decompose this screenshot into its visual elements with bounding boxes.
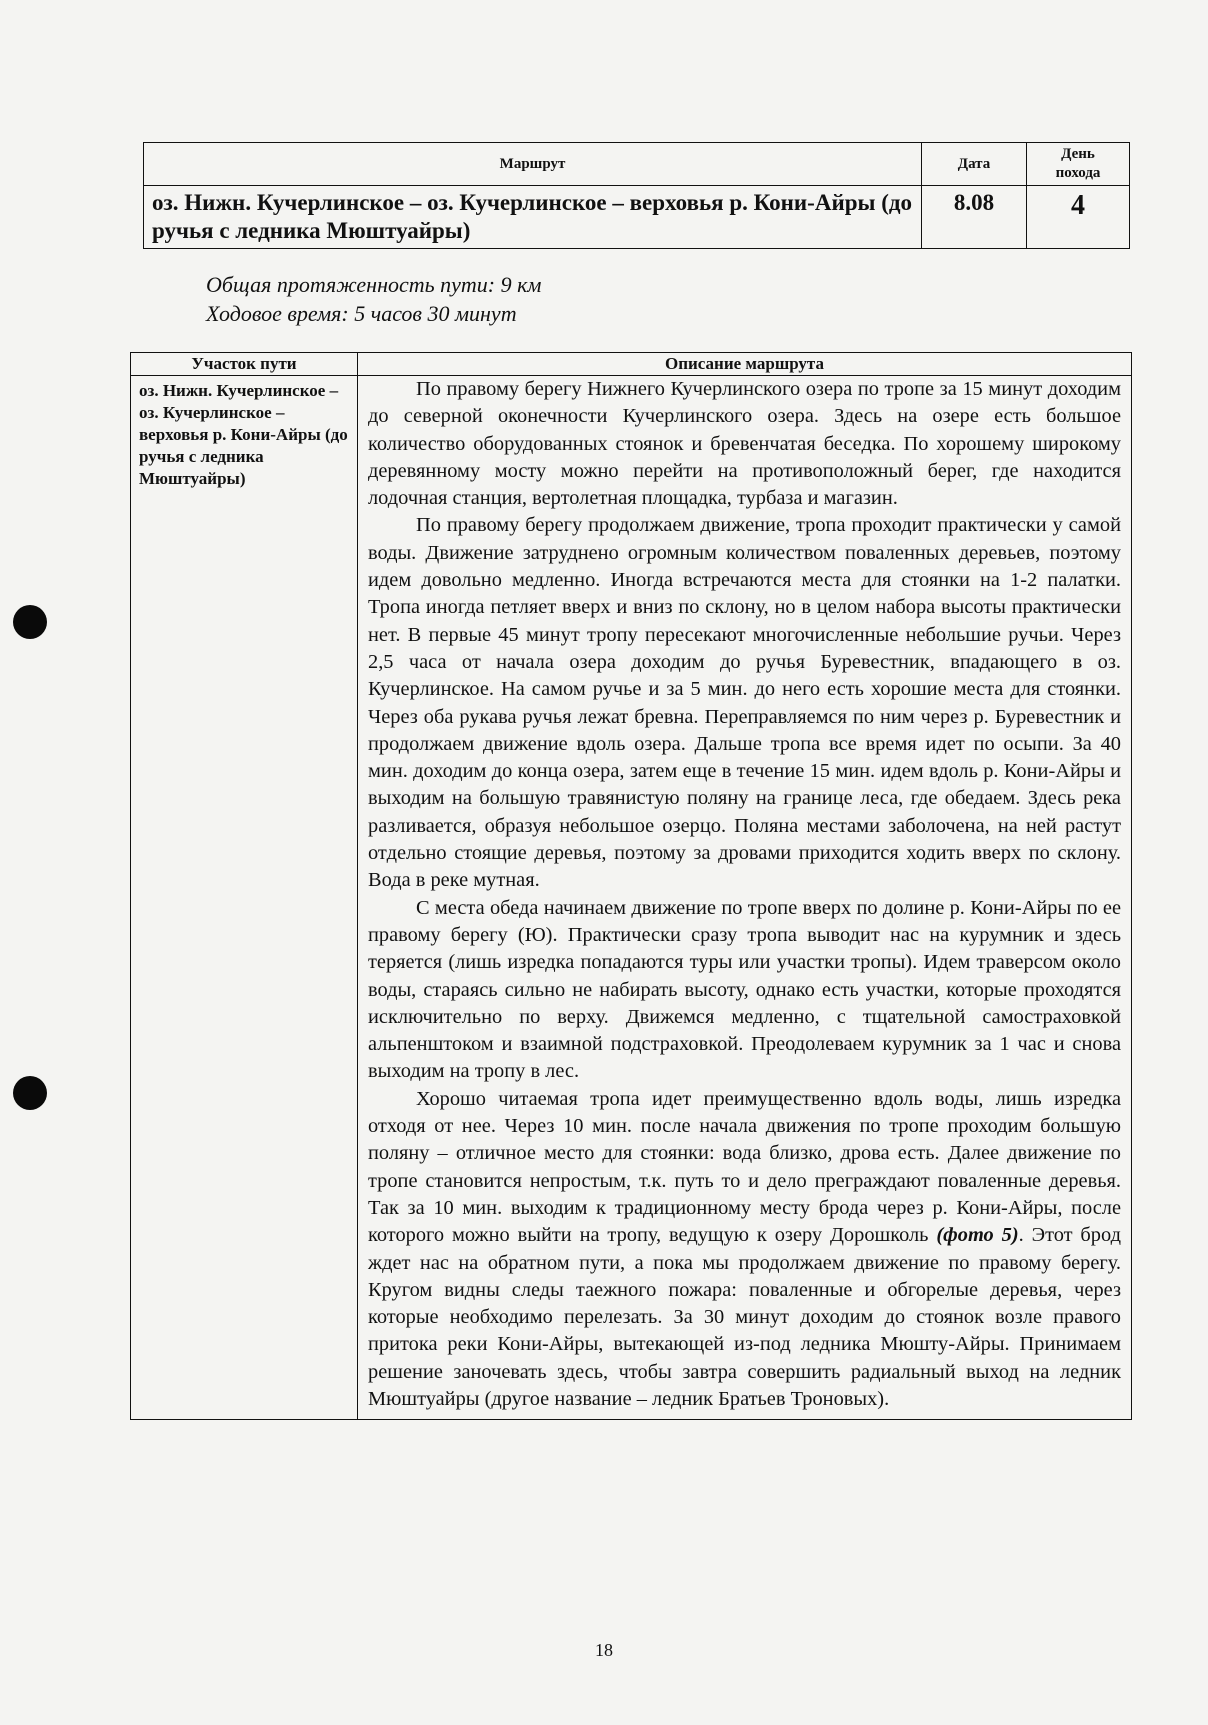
segment-name: оз. Нижн. Кучерлинское – оз. Кучерлинское – верховья р. Кони-Айры (до ручья с ледника Мюштуайры) — [131, 376, 358, 1420]
route-column-header: Маршрут — [144, 143, 922, 186]
description-paragraph — [368, 1086, 1121, 1414]
page-number: 18 — [595, 1640, 613, 1660]
segment-row — [131, 376, 1132, 1420]
description-paragraph: По правому берегу продолжаем движение, тропа проходит практически у самой воды. Движение затруднено огромным количеством поваленных деревьев, поэтому идем довольно медленно. Иногда встречаются места для стоянки на 1-2 палатки. Тропа иногда петляет вверх и вниз по склону, но в целом набора высоты практически нет. В первые 45 минут тропу пересекают многочисленные небольшие ручьи. Через 2,5 часа от начала озера доходим до ручья Буревестник, впадающего в оз. Кучерлинское. На самом ручье и за 5 мин. до него есть хорошие места для стоянки. Через оба рукава ручья лежат бревна. Переправляемся по ним через р. Буревестник и продолжаем движение вдоль озера. Дальше тропа все время идет по осыпи. За 40 мин. доходим до конца озера, затем еще в течение 15 мин. идем вдоль р. Кони-Айры и выходим на большую травянистую поляну на границе леса, где обедаем. Здесь река разливается, образуя небольшое озерцо. Поляна местами заболочена, на ней растут отдельно стоящие деревья, поэтому за дровами приходится ходить вверх по склону. Вода в реке мутная. — [368, 514, 1121, 892]
paragraph-text: Хорошо читаемая тропа идет преимущественно вдоль воды, лишь изредка отходя от нее. Через 10 мин. после начала движения по тропе проходим большую поляну – отличное место для стоянки: вода близко, дрова есть. Далее движение по тропе становится непростым, т.к. путь то и дело преграждают поваленные деревья. Так за 10 мин. выходим к традиционному месту брода через р. Кони-Айры, после которого можно выйти на тропу, ведущую к озеру Дорошколь — [368, 1087, 1121, 1247]
description-paragraph: С места обеда начинаем движение по тропе вверх по долине р. Кони-Айры по ее правому берегу (Ю). Практически сразу тропа выводит нас на курумник и здесь теряется (лишь изредка попадаются туры или участки тропы). Идем траверсом около воды, стараясь сильно не набирать высоту, однако есть участки, которые проходятся исключительно по верху. Движемся медленно, с тщательной самостраховкой альпенштоком и взаимной подстраховкой. Преодолеваем курумник за 1 час и снова выходим на тропу в лес. — [368, 896, 1121, 1083]
route-header-table — [143, 142, 1130, 249]
description-column-header: Описание маршрута — [358, 353, 1132, 376]
route-description-table — [130, 352, 1132, 1420]
walking-time: Ходовое время: 5 часов 30 минут — [206, 301, 517, 326]
day-summary — [206, 270, 541, 328]
paragraph-text: . Этот брод ждет нас на обратном пути, а пока мы продолжаем движение по правому берегу. Кругом видны следы таежного пожара: поваленные и обгорелые деревья, через которые необходимо перелезать. За 30 минут доходим до стоянок возле правого притока реки Кони-Айры, вытекающей из-под ледника Мюшту-Айры. Принимаем решение заночевать здесь, чтобы завтра совершить радиальный выход на ледник Мюштуайры (другое название – ледник Братьев Троновых). — [368, 1224, 1121, 1410]
header-row — [144, 143, 1130, 186]
route-row — [144, 186, 1130, 249]
segment-column-header: Участок пути — [131, 353, 358, 376]
description-paragraph: По правому берегу Нижнего Кучерлинского озера по тропе за 15 минут доходим до северной оконечности Кучерлинского озера. Здесь на озере есть большое количество оборудованных стоянок и бревенчатая беседка. По хорошему широкому деревянному мосту можно перейти на противоположный берег, где находится лодочная станция, вертолетная площадка, турбаза и магазин. — [368, 378, 1121, 510]
photo-reference: (фото 5) — [936, 1224, 1019, 1247]
route-name: оз. Нижн. Кучерлинское – оз. Кучерлинское – верховья р. Кони-Айры (до ручья с ледника Мюштуайры) — [144, 186, 922, 249]
route-date: 8.08 — [922, 186, 1027, 249]
binder-hole — [13, 605, 47, 639]
header-row — [131, 353, 1132, 376]
binder-hole — [13, 1076, 47, 1110]
hike-day-number: 4 — [1027, 186, 1130, 249]
day-column-header — [1027, 143, 1130, 186]
day-header-line: День — [1061, 146, 1095, 162]
route-description — [358, 376, 1132, 1420]
day-header-line: похода — [1055, 165, 1101, 181]
total-distance: Общая протяженность пути: 9 км — [206, 272, 542, 297]
date-column-header: Дата — [922, 143, 1027, 186]
